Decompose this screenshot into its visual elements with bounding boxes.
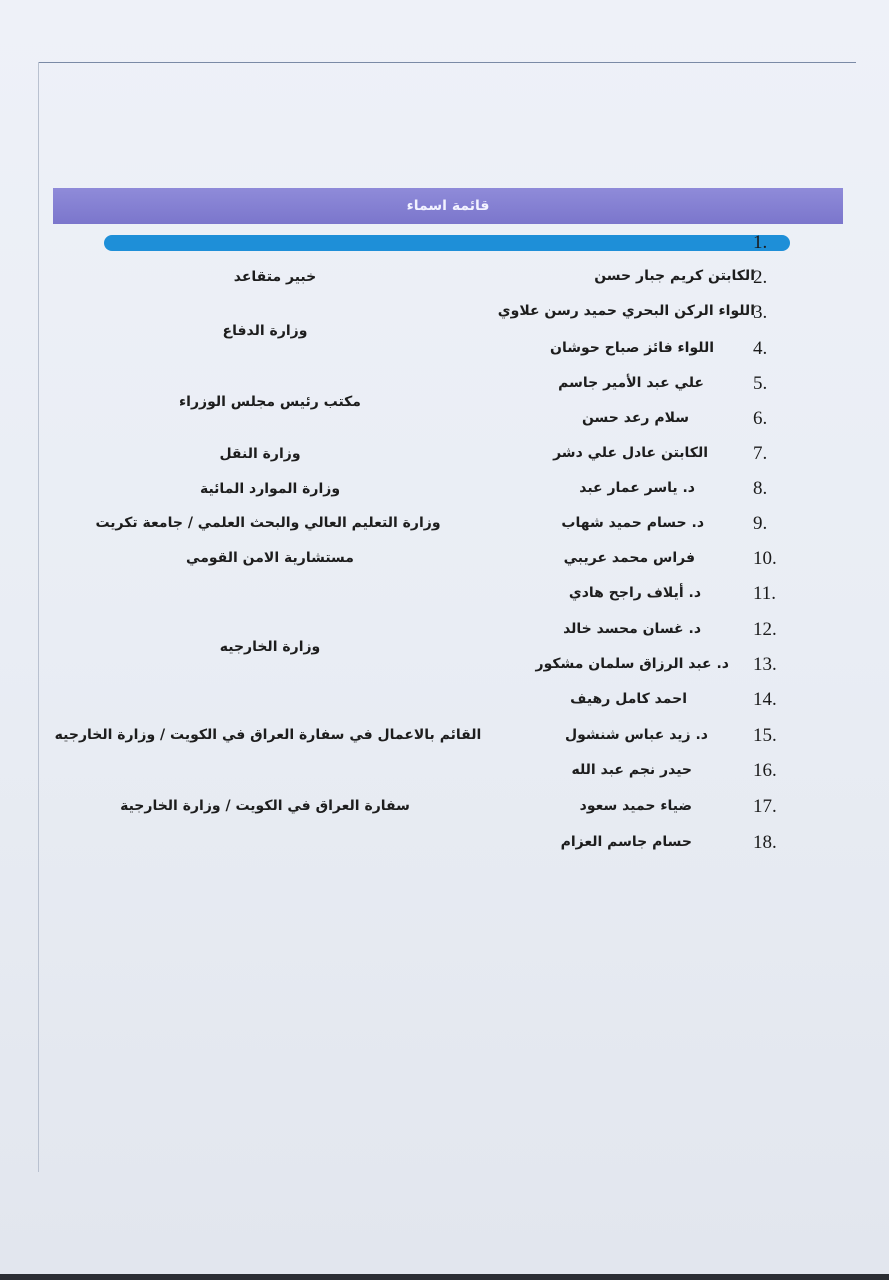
person-name: حسام جاسم العزام [560, 834, 692, 850]
organization-label: سفارة العراق في الكويت / وزارة الخارجية [120, 798, 410, 814]
organization-label: وزارة الدفاع [222, 323, 308, 339]
person-name: الكابتن عادل علي دشر [553, 445, 708, 461]
bottom-edge [0, 1274, 889, 1280]
row-number: 4. [753, 338, 768, 359]
organization-label: وزارة الخارجيه [219, 639, 321, 655]
row-number: 13. [753, 654, 777, 675]
row-number: 5. [753, 373, 768, 394]
person-name: علي عبد الأمير جاسم [558, 375, 704, 391]
row-number: 18. [753, 832, 777, 853]
person-name: د. غسان محسد خالد [563, 621, 701, 637]
person-name: د. عبد الرزاق سلمان مشكور [535, 656, 729, 672]
row-number: 10. [753, 548, 777, 569]
organization-label: وزارة التعليم العالي والبحث العلمي / جامعة تكريت [95, 515, 441, 531]
person-name: فراس محمد عريبي [563, 550, 695, 566]
person-name: حيدر نجم عبد الله [571, 762, 692, 778]
person-name: احمد كامل رهيف [570, 691, 687, 707]
person-name: د. زيد عباس شنشول [564, 727, 708, 743]
organization-label: وزارة النقل [219, 446, 301, 462]
list-title: قائمة اسماء [406, 198, 490, 214]
person-name: ضياء حميد سعود [579, 798, 692, 814]
row-number: 15. [753, 725, 777, 746]
person-name: د. ياسر عمار عبد [579, 480, 695, 496]
person-name: د. أيلاف راجح هادي [568, 585, 701, 601]
left-rule [38, 62, 39, 1172]
top-rule [38, 62, 856, 63]
redaction-mark [104, 235, 790, 251]
organization-label: خبير متقاعد [233, 269, 317, 285]
organization-label: مستشارية الامن القومي [186, 550, 354, 566]
person-name: سلام رعد حسن [581, 410, 689, 426]
row-number: 2. [753, 267, 768, 288]
row-number: 7. [753, 443, 768, 464]
row-number: 11. [753, 583, 777, 604]
person-name: د. حسام حميد شهاب [561, 515, 704, 531]
row-number: 17. [753, 796, 777, 817]
organization-label: وزارة الموارد المائية [199, 481, 341, 497]
row-number: 6. [753, 408, 768, 429]
person-name: اللواء فائز صباح حوشان [550, 340, 714, 356]
row-number: 12. [753, 619, 777, 640]
row-number: 1. [753, 232, 768, 253]
row-number: 8. [753, 478, 768, 499]
row-number: 16. [753, 760, 777, 781]
organization-label: مكتب رئيس مجلس الوزراء [179, 394, 361, 410]
list-header-bar [53, 188, 843, 224]
row-number: 3. [753, 302, 768, 323]
row-number: 14. [753, 689, 777, 710]
organization-label: القائم بالاعمال في سفارة العراق في الكويت / وزارة الخارجيه [54, 727, 482, 743]
person-name: الكابتن كريم جبار حسن [594, 268, 755, 284]
person-name: اللواء الركن البحري حميد رسن علاوي [497, 303, 755, 319]
row-number: 9. [753, 513, 768, 534]
